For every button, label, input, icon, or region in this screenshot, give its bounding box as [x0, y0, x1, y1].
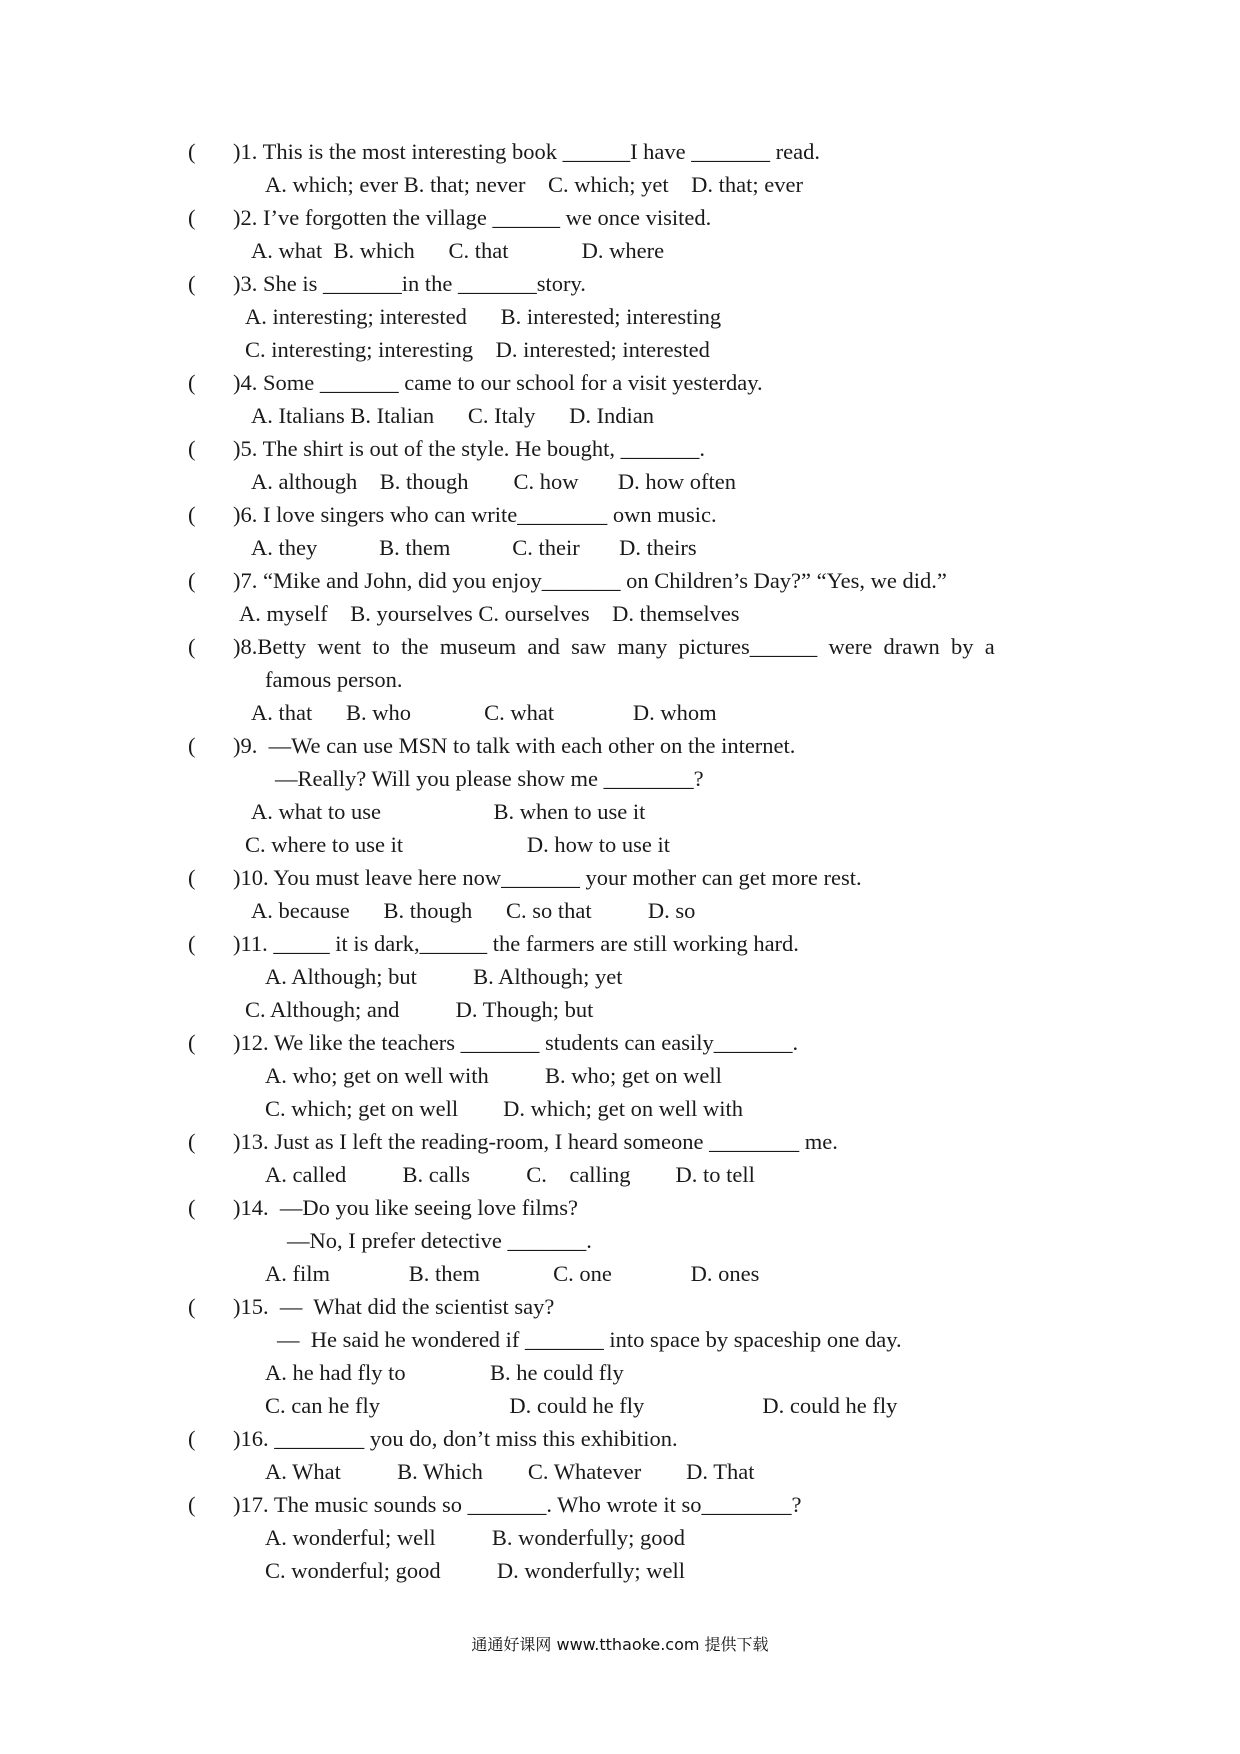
- question-text: )15. — What did the scientist say?: [233, 1294, 555, 1319]
- option-line: A. they B. them C. their D. theirs: [251, 535, 697, 560]
- question-text: )14. —Do you like seeing love films?: [233, 1195, 578, 1220]
- answer-paren: (: [188, 634, 196, 659]
- question-text: )1. This is the most interesting book ______I have _______ read.: [233, 139, 820, 164]
- question-text: )13. Just as I left the reading-room, I heard someone ________ me.: [233, 1129, 838, 1154]
- option-line: C. Although; and D. Though; but: [245, 997, 594, 1022]
- option-line: A. Italians B. Italian C. Italy D. Indian: [251, 403, 655, 428]
- answer-paren: (: [188, 1030, 196, 1055]
- option-line: famous person.: [265, 667, 403, 692]
- answer-paren: (: [188, 1426, 196, 1451]
- question-text: )6. I love singers who can write________ own music.: [233, 502, 717, 527]
- option-line: A. Although; but B. Although; yet: [265, 964, 623, 989]
- option-line: A. which; ever B. that; never C. which; yet D. that; ever: [265, 172, 803, 197]
- option-line: A. film B. them C. one D. ones: [265, 1261, 760, 1286]
- option-line: C. interesting; interesting D. interested; interested: [245, 337, 710, 362]
- answer-paren: (: [188, 370, 196, 395]
- answer-paren: (: [188, 865, 196, 890]
- option-line: A. he had fly to B. he could fly: [265, 1360, 624, 1385]
- question-text: )10. You must leave here now_______ your mother can get more rest.: [233, 865, 862, 890]
- option-line: A. although B. though C. how D. how often: [251, 469, 736, 494]
- option-line: —Really? Will you please show me ________?: [275, 766, 704, 791]
- option-line: A. who; get on well with B. who; get on well: [265, 1063, 722, 1088]
- option-line: A. wonderful; well B. wonderfully; good: [265, 1525, 685, 1550]
- answer-paren: (: [188, 1294, 196, 1319]
- option-line: C. can he fly D. could he fly D. could he fly: [265, 1393, 898, 1418]
- option-line: A. because B. though C. so that D. so: [251, 898, 696, 923]
- answer-paren: (: [188, 568, 196, 593]
- question-text: )12. We like the teachers _______ students can easily_______.: [233, 1030, 799, 1055]
- option-line: C. where to use it D. how to use it: [245, 832, 670, 857]
- answer-paren: (: [188, 1129, 196, 1154]
- option-line: A. interesting; interested B. interested; interesting: [245, 304, 722, 329]
- option-line: A. What B. Which C. Whatever D. That: [265, 1459, 755, 1484]
- question-text: )4. Some _______ came to our school for a visit yesterday.: [233, 370, 763, 395]
- question-text: )17. The music sounds so _______. Who wrote it so________?: [233, 1492, 802, 1517]
- question-text: )3. She is _______in the _______story.: [233, 271, 586, 296]
- question-text: )9. —We can use MSN to talk with each other on the internet.: [233, 733, 796, 758]
- option-line: A. called B. calls C. calling D. to tell: [265, 1162, 755, 1187]
- option-line: C. which; get on well D. which; get on well with: [265, 1096, 744, 1121]
- answer-paren: (: [188, 205, 196, 230]
- question-text: )7. “Mike and John, did you enjoy_______ on Children’s Day?” “Yes, we did.”: [233, 568, 947, 593]
- answer-paren: (: [188, 1492, 196, 1517]
- option-line: A. what B. which C. that D. where: [251, 238, 665, 263]
- option-line: —No, I prefer detective _______.: [287, 1228, 592, 1253]
- answer-paren: (: [188, 733, 196, 758]
- question-text: )16. ________ you do, don’t miss this exhibition.: [233, 1426, 678, 1451]
- option-line: A. what to use B. when to use it: [251, 799, 646, 824]
- option-line: — He said he wondered if _______ into space by spaceship one day.: [277, 1327, 902, 1352]
- option-line: C. wonderful; good D. wonderfully; well: [265, 1558, 685, 1583]
- answer-paren: (: [188, 502, 196, 527]
- question-text: )5. The shirt is out of the style. He bought, _______.: [233, 436, 706, 461]
- option-line: A. that B. who C. what D. whom: [251, 700, 717, 725]
- answer-paren: (: [188, 139, 196, 164]
- answer-paren: (: [188, 271, 196, 296]
- answer-paren: (: [188, 1195, 196, 1220]
- page-footer: 通通好课网 www.tthaoke.com 提供下载: [471, 1635, 769, 1654]
- question-text: )11. _____ it is dark,______ the farmers are still working hard.: [233, 931, 799, 956]
- option-line: A. myself B. yourselves C. ourselves D. themselves: [239, 601, 740, 626]
- question-text: )2. I’ve forgotten the village ______ we once visited.: [233, 205, 712, 230]
- question-text: )8.Betty went to the museum and saw many pictures______ were drawn by a: [233, 634, 995, 659]
- answer-paren: (: [188, 931, 196, 956]
- answer-paren: (: [188, 436, 196, 461]
